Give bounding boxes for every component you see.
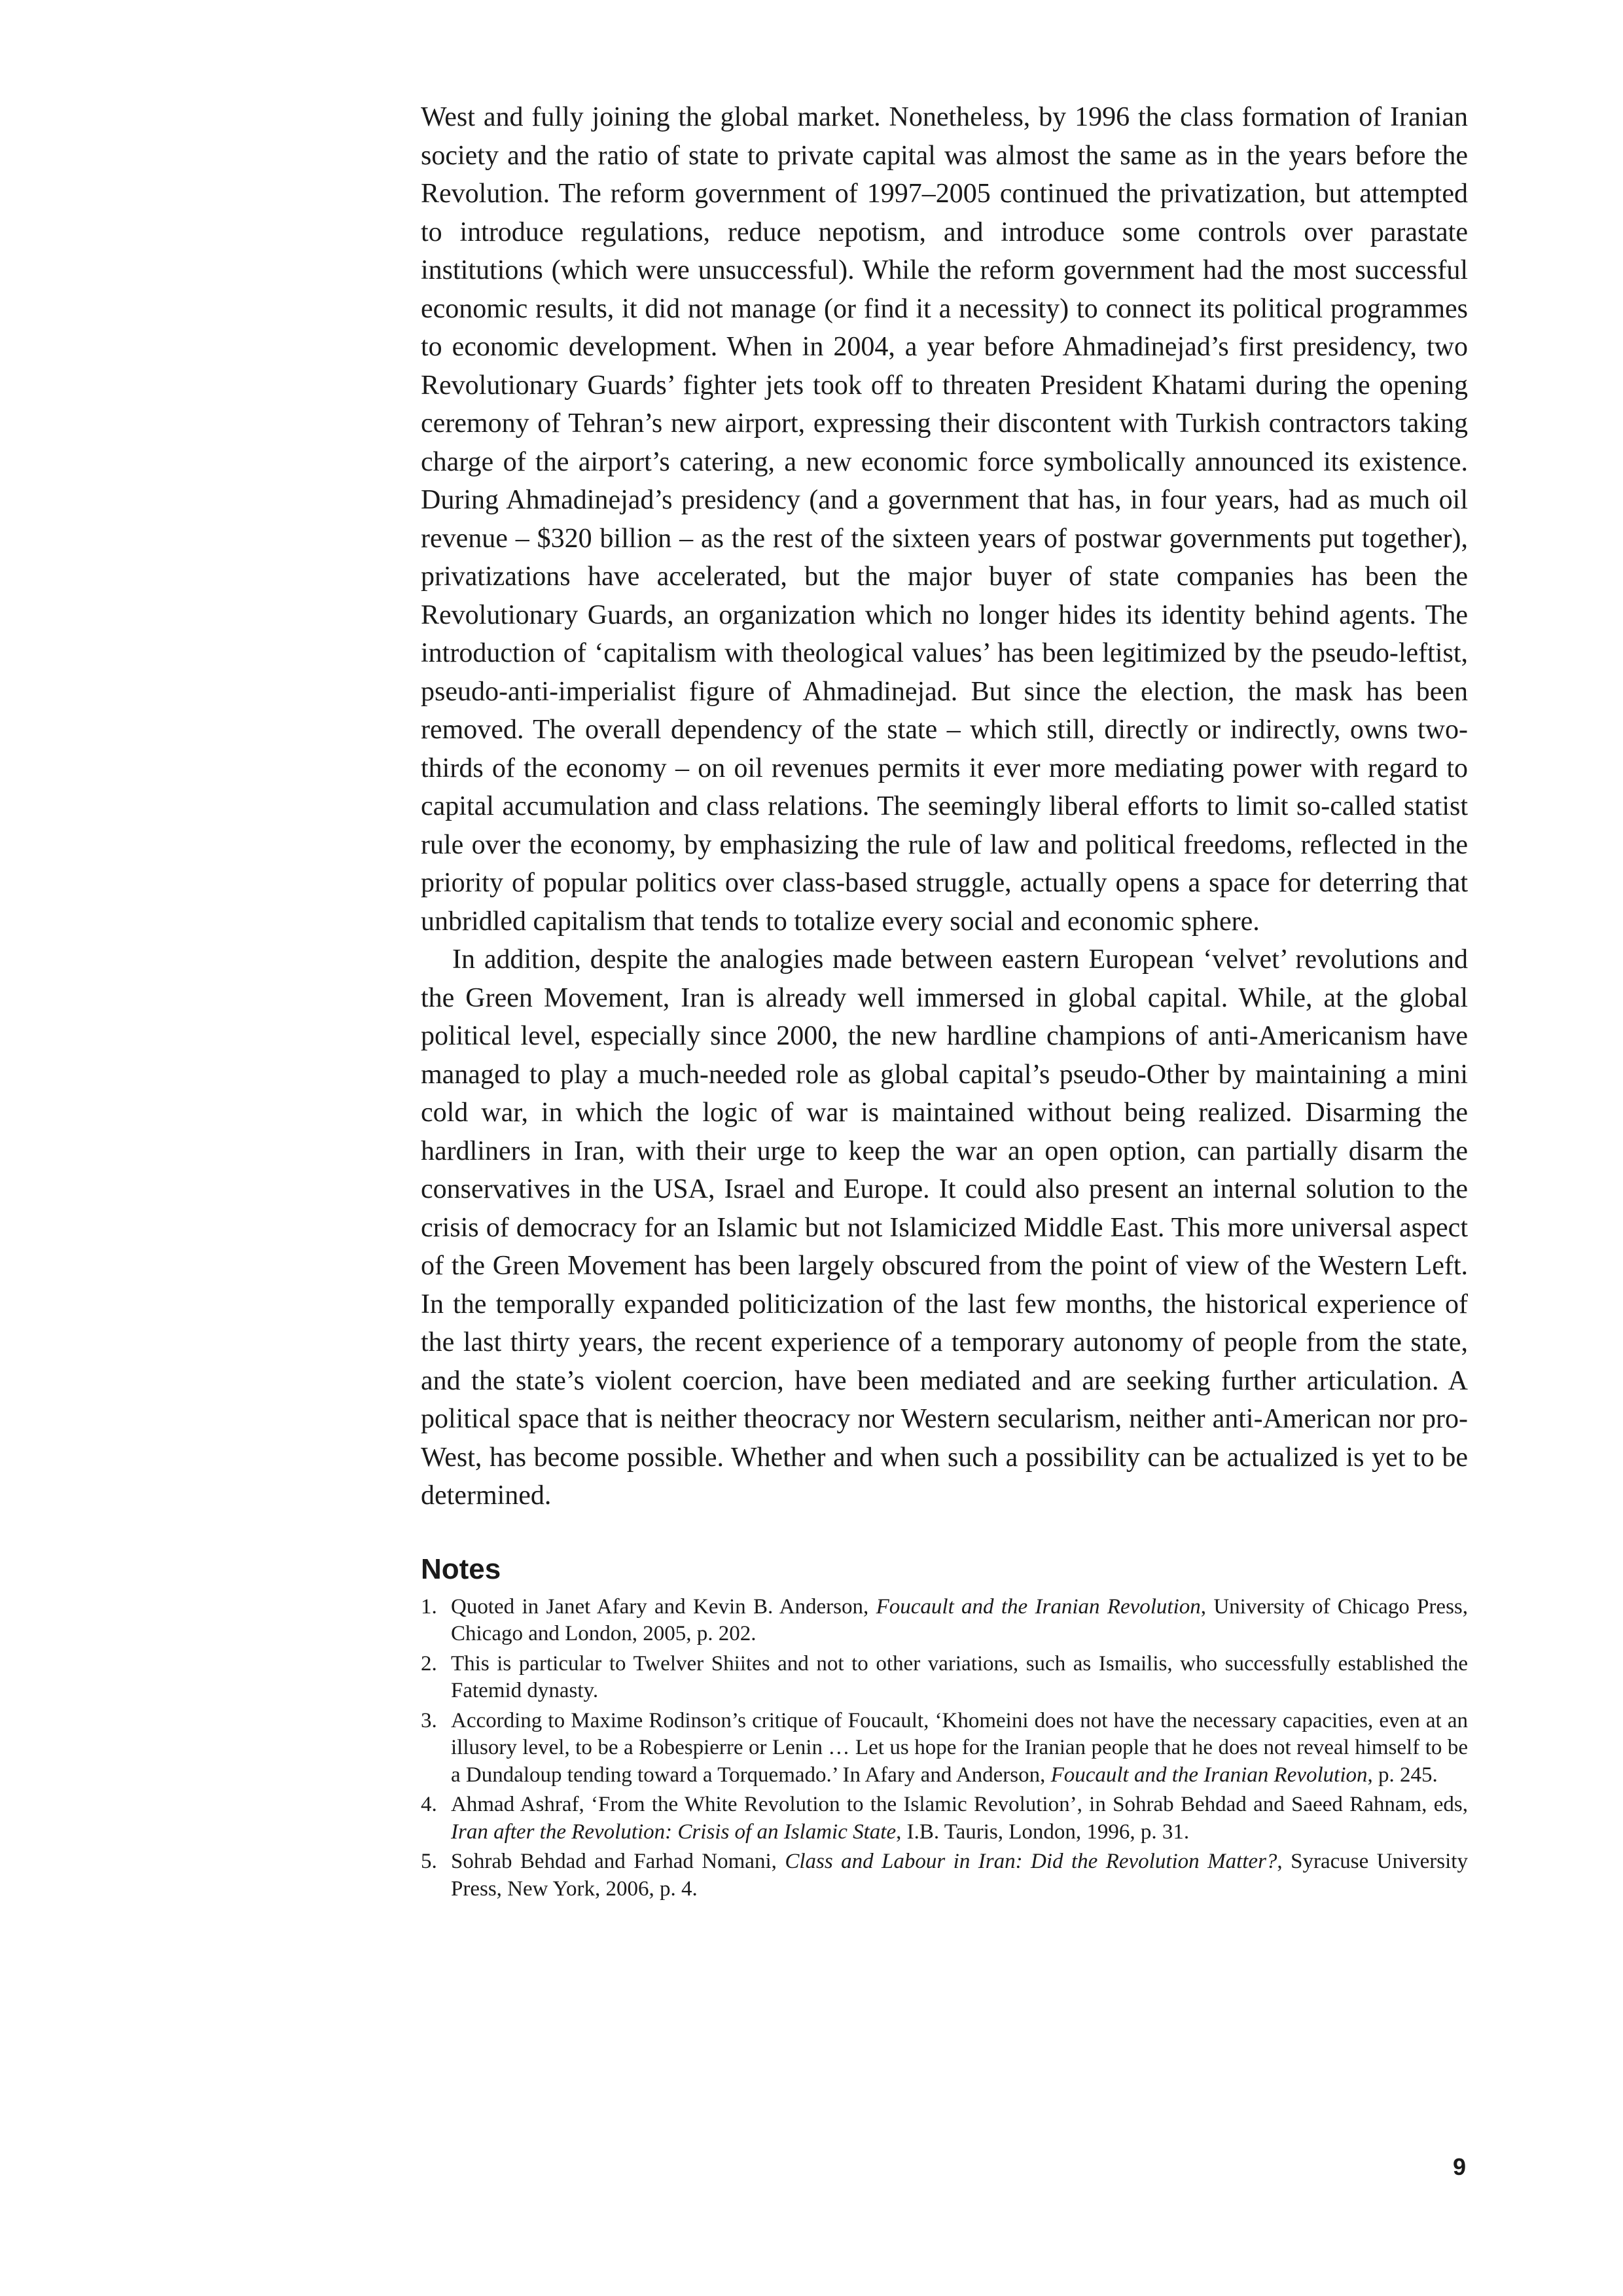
note-text: This is particular to Twelver Shiites and not to other variations, such as Ismailis, who successfully established the Fatemid dynasty. xyxy=(451,1651,1468,1702)
note-item-1 xyxy=(421,1594,1468,1648)
note-text: According to Maxime Rodinson’s critique of Foucault, ‘Khomeini does not have the necessary capacities, even at an illusory level, to be a Robespierre or Lenin … Let us hope for the Iranian people that he does not reveal himself to be a Dundaloup tending toward a Torquemado.’ In Afary and Anderson, xyxy=(451,1708,1468,1787)
note-item-4 xyxy=(421,1791,1468,1846)
note-item-2 xyxy=(421,1651,1468,1705)
body-paragraph-1: West and fully joining the global market. Nonetheless, by 1996 the class formation of Iranian society and the ratio of state to private capital was almost the same as in the years before the Revolution. The reform government of 1997–2005 continued the privatization, but attempted to introduce regulations, reduce nepotism, and introduce some controls over parastate institutions (which were unsuccessful). While the reform government had the most successful economic results, it did not manage (or find it a necessity) to connect its political programmes to economic development. When in 2004, a year before Ahmadinejad’s first presidency, two Revolutionary Guards’ fighter jets took off to threaten President Khatami during the opening ceremony of Tehran’s new airport, expressing their discontent with Turkish contractors taking charge of the airport’s catering, a new economic force symbolically announced its existence. During Ahmadinejad’s presidency (and a government that has, in four years, had as much oil revenue – $320 billion – as the rest of the sixteen years of postwar governments put together), privatizations have accelerated, but the major buyer of state companies has been the Revolutionary Guards, an organization which no longer hides its identity behind agents. The introduction of ‘capitalism with theological values’ has been legitimized by the pseudo-leftist, pseudo-anti-imperialist figure of Ahmadinejad. But since the election, the mask has been removed. The overall dependency of the state – which still, directly or indirectly, owns two-thirds of the economy – on oil revenues permits it ever more mediating power with regard to capital accumulation and class relations. The seemingly liberal efforts to limit so-called statist rule over the economy, by emphasizing the rule of law and political freedoms, reflected in the priority of popular politics over class-based struggle, actually opens a space for deterring that unbridled capitalism that tends to totalize every social and economic sphere. xyxy=(421,102,1468,937)
note-title: Foucault and the Iranian Revolution xyxy=(1050,1763,1368,1787)
body-paragraph-2: In addition, despite the analogies made between eastern European ‘velvet’ revolutions and the Green Movement, Iran is already well immersed in global capital. While, at the global political level, especially since 2000, the new hardline champions of anti-Americanism have managed to play a much-needed role as global capital’s pseudo-Other by maintaining a mini cold war, in which the logic of war is maintained without being realized. Disarming the hardliners in Iran, with their urge to keep the war an open option, can partially disarm the conservatives in the USA, Israel and Europe. It could also present an internal solution to the crisis of democracy for an Islamic but not Islamicized Middle East. This more universal aspect of the Green Movement has been largely obscured from the point of view of the Western Left. In the temporally expanded politicization of the last few months, the historical experience of the last thirty years, the recent experience of a temporary autonomy of people from the state, and the state’s violent coercion, have been mediated and are seeking further articulation. A political space that is neither theocracy nor Western secularism, neither anti-American nor pro-West, has become possible. Whether and when such a possibility can be actualized is yet to be determined. xyxy=(421,944,1468,1511)
note-text-tail: , Syracuse University Press, New York, 2006, p. 4. xyxy=(451,1850,1468,1901)
notes-list xyxy=(421,1594,1468,1903)
note-number: 2. xyxy=(421,1651,437,1676)
page-number: 9 xyxy=(1452,2153,1466,2180)
note-item-3 xyxy=(421,1708,1468,1789)
article-body xyxy=(421,98,1468,1515)
note-title: Iran after the Revolution: Crisis of an Islamic State xyxy=(451,1820,897,1844)
note-text-tail: , University of Chicago Press, Chicago and London, 2005, p. 202. xyxy=(451,1594,1468,1645)
note-number: 3. xyxy=(421,1708,437,1732)
note-text-tail: , I.B. Tauris, London, 1996, p. 31. xyxy=(896,1820,1190,1844)
note-text: Ahmad Ashraf, ‘From the White Revolution to the Islamic Revolution’, in Sohrab Behdad and Saeed Rahnam, eds, xyxy=(451,1793,1468,1816)
note-text-tail: , p. 245. xyxy=(1367,1763,1438,1787)
notes-heading: Notes xyxy=(421,1552,501,1585)
note-text: Sohrab Behdad and Farhad Nomani, xyxy=(451,1850,785,1873)
note-number: 5. xyxy=(421,1850,437,1873)
note-text: Quoted in Janet Afary and Kevin B. Anderson, xyxy=(451,1594,876,1619)
note-number: 4. xyxy=(421,1793,437,1816)
note-number: 1. xyxy=(421,1594,437,1619)
note-item-5 xyxy=(421,1848,1468,1903)
article-page xyxy=(421,98,1468,1905)
note-title: Foucault and the Iranian Revolution xyxy=(876,1594,1201,1619)
note-title: Class and Labour in Iran: Did the Revolution Matter? xyxy=(785,1850,1277,1873)
